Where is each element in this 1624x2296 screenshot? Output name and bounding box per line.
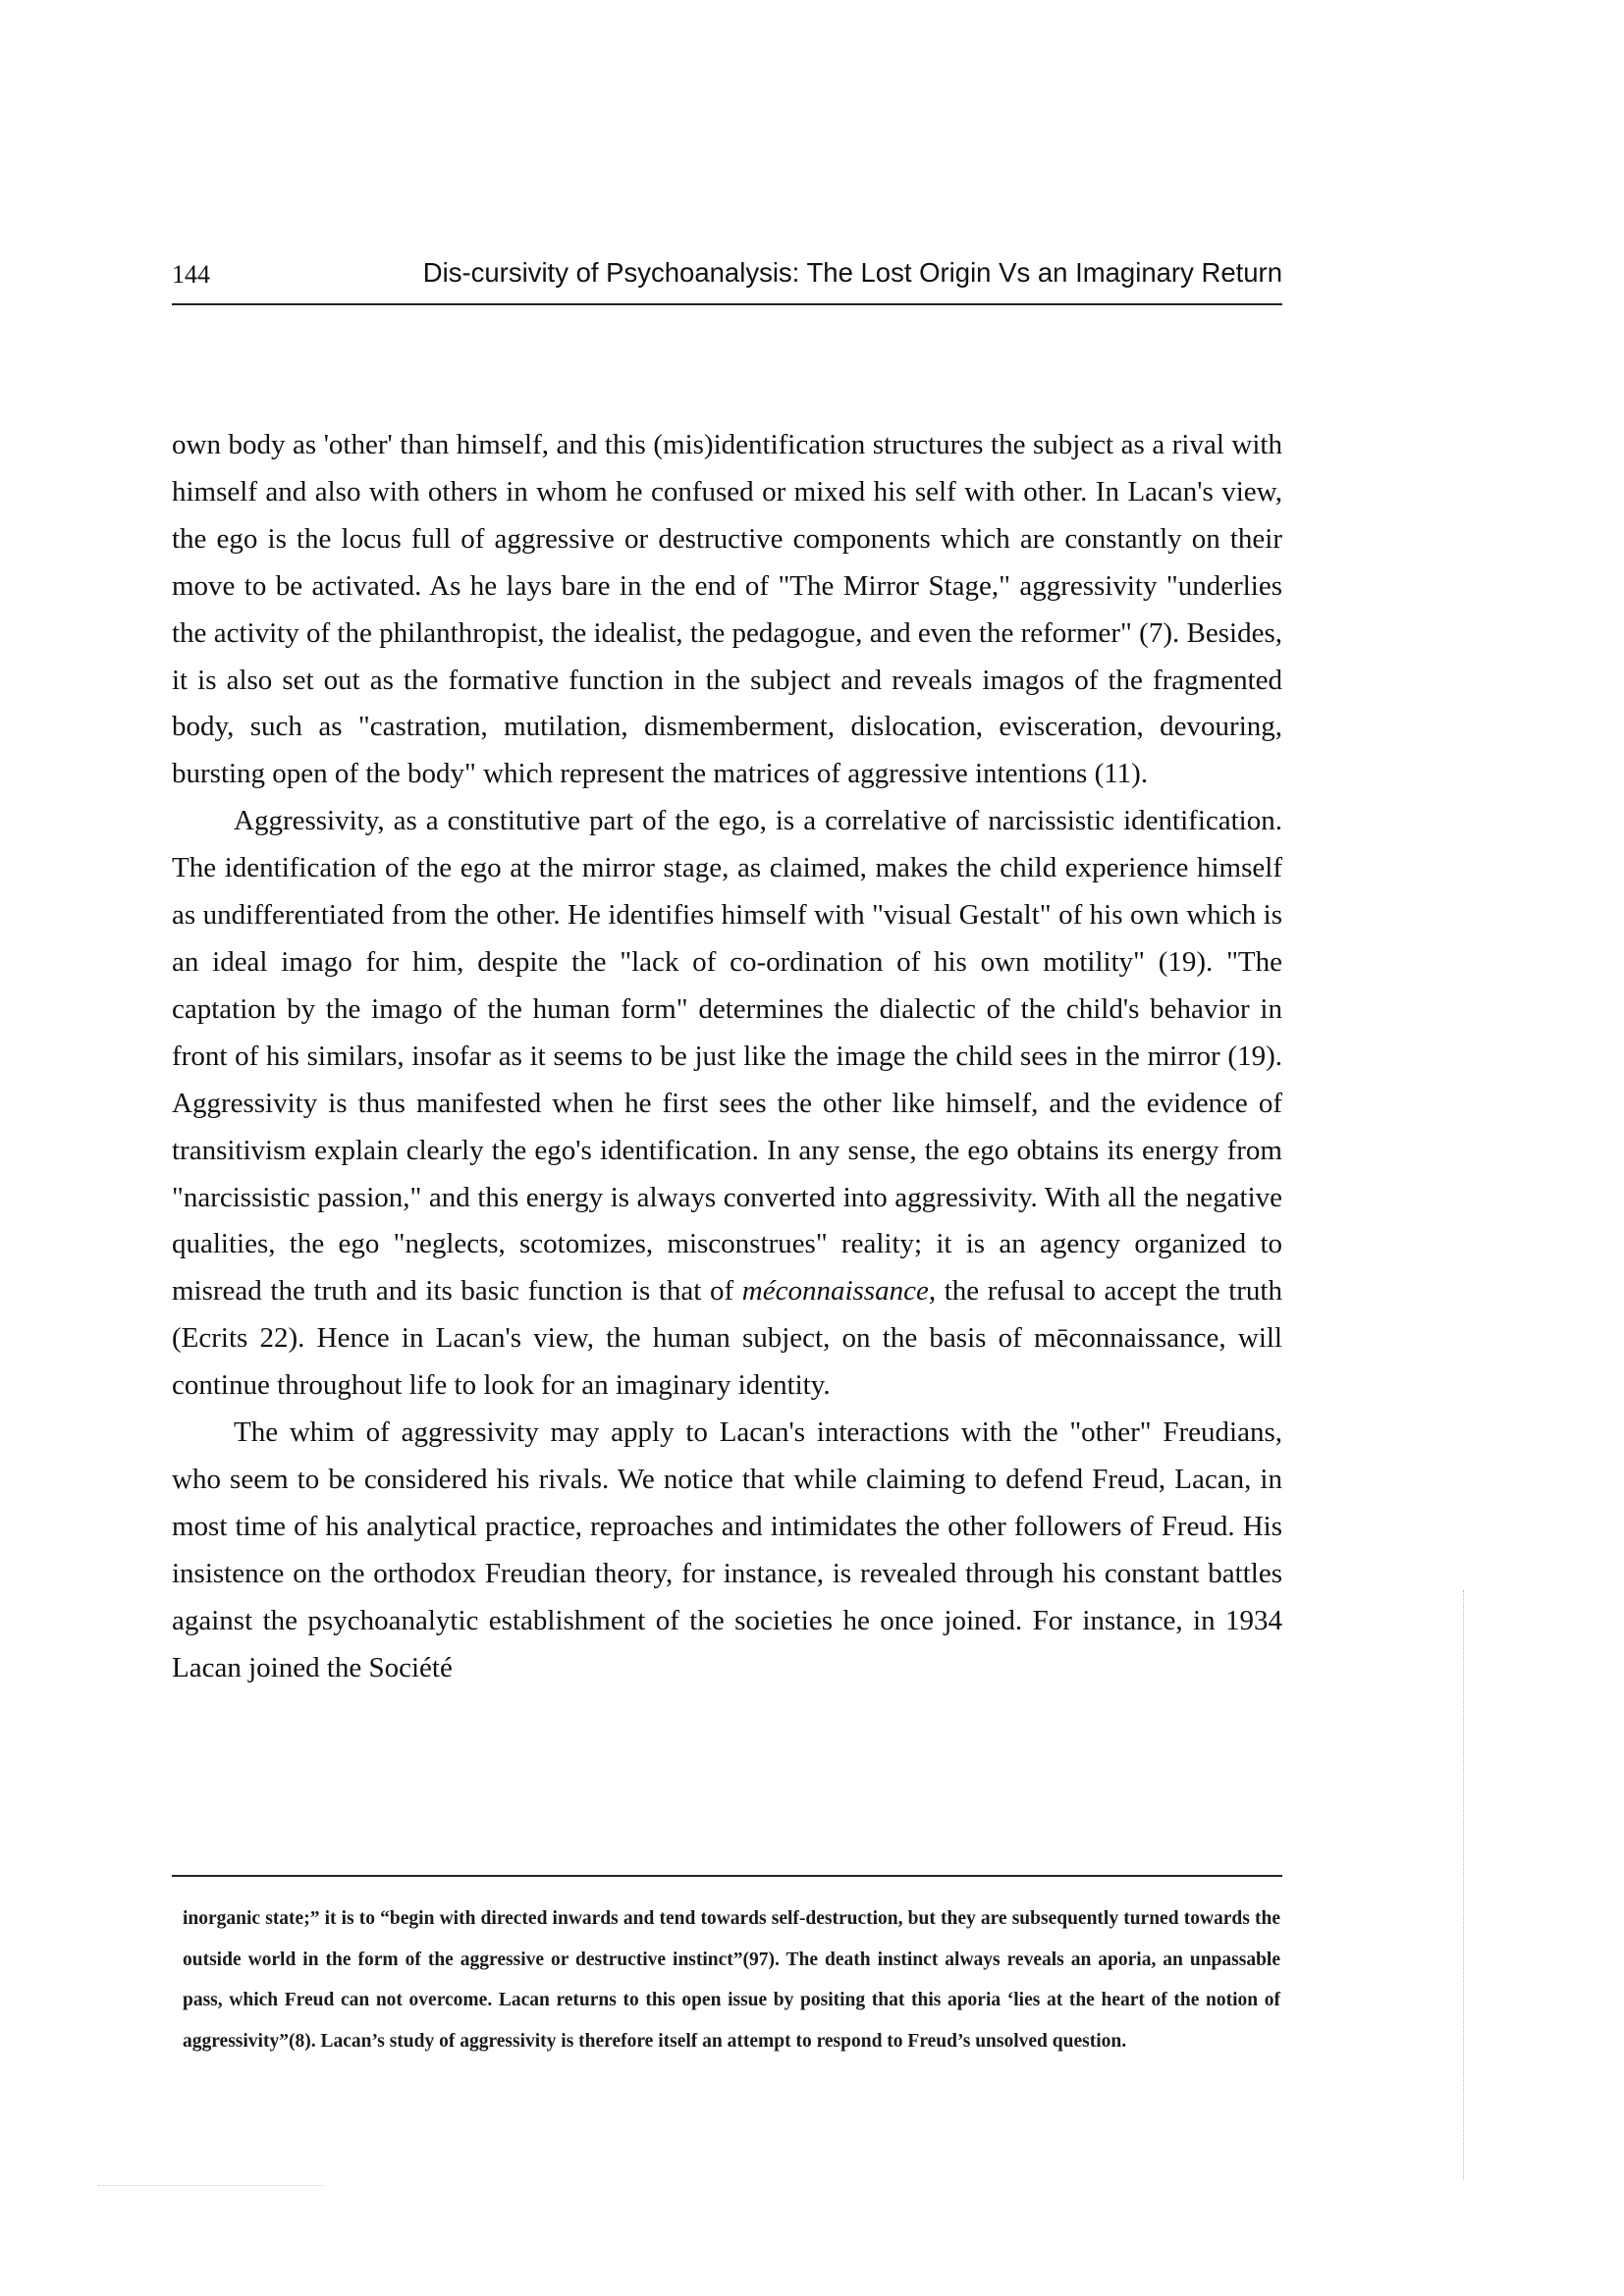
scan-margin-mark [1463, 1590, 1464, 2179]
page-number: 144 [172, 260, 210, 289]
footnote [183, 1898, 1280, 2061]
running-header [172, 257, 1282, 304]
footnote-rule [172, 1875, 1282, 1877]
italic-term: méconnaissance [741, 1275, 929, 1308]
running-title: Dis-cursivity of Psychoanalysis: The Lost Origin Vs an Imaginary Return [422, 257, 1282, 288]
body-text [172, 422, 1282, 1691]
footnote-text: inorganic state;” it is to “begin with directed inwards and tend towards self-destruction, but they are subsequently turned towards the outside world in the form of the aggressive or destructive instinct”(97). The death instinct always reveals an aporia, an unpassable pass, which Freud can not overcome. Lacan returns to this open issue by positing that this aporia ‘lies at the heart of the notion of aggressivity”(8). Lacan’s study of aggressivity is therefore itself an attempt to respond to Freud’s unsolved question. [183, 1908, 1280, 2052]
paragraph-2-text-b: , the refusal to accept the truth (Ecrits 22). Hence in Lacan's view, the human subject, on the basis of mēconnaissance, will continue throughout life to look for an imaginary identity. [172, 1275, 1282, 1402]
header-rule [172, 303, 1282, 305]
scan-bottom-dots [98, 2185, 324, 2186]
paragraph-3 [172, 1410, 1282, 1691]
paragraph-2 [172, 798, 1282, 1410]
paragraph-1 [172, 422, 1282, 798]
paragraph-1-text: own body as 'other' than himself, and this (mis)identification structures the subject as a rival with himself and also with others in whom he confused or mixed his self with other. In Lacan's view, the ego is the locus full of aggressive or destructive components which are constantly on their move to be activated. As he lays bare in the end of "The Mirror Stage," aggressivity "underlies the activity of the philanthropist, the idealist, the pedagogue, and even the reformer" (7). Besides, it is also set out as the formative function in the subject and reveals imagos of the fragmented body, such as "castration, mutilation, dismemberment, dislocation, evisceration, devouring, bursting open of the body" which represent the matrices of aggressive intentions (11). [172, 429, 1282, 790]
paragraph-3-text: The whim of aggressivity may apply to Lacan's interactions with the "other" Freudians, who seem to be considered his rivals. We notice that while claiming to defend Freud, Lacan, in most time of his analytical practice, reproaches and intimidates the other followers of Freud. His insistence on the orthodox Freudian theory, for instance, is revealed through his constant battles against the psychoanalytic establishment of the societies he once joined. For instance, in 1934 Lacan joined the Société [172, 1416, 1282, 1683]
paragraph-2-text-a: Aggressivity, as a constitutive part of the ego, is a correlative of narcissistic identification. The identification of the ego at the mirror stage, as claimed, makes the child experience himself as undifferentiated from the other. He identifies himself with "visual Gestalt" of his own which is an ideal imago for him, despite the "lack of co-ordination of his own motility" (19). "The captation by the imago of the human form" determines the dialectic of the child's behavior in front of his similars, insofar as it seems to be just like the image the child sees in the mirror (19). Aggressivity is thus manifested when he first sees the other like himself, and the evidence of transitivism explain clearly the ego's identification. In any sense, the ego obtains its energy from "narcissistic passion," and this energy is always converted into aggressivity. With all the negative qualities, the ego "neglects, scotomizes, misconstrues" reality; it is an agency organized to misread the truth and its basic function is that of [172, 805, 1282, 1308]
